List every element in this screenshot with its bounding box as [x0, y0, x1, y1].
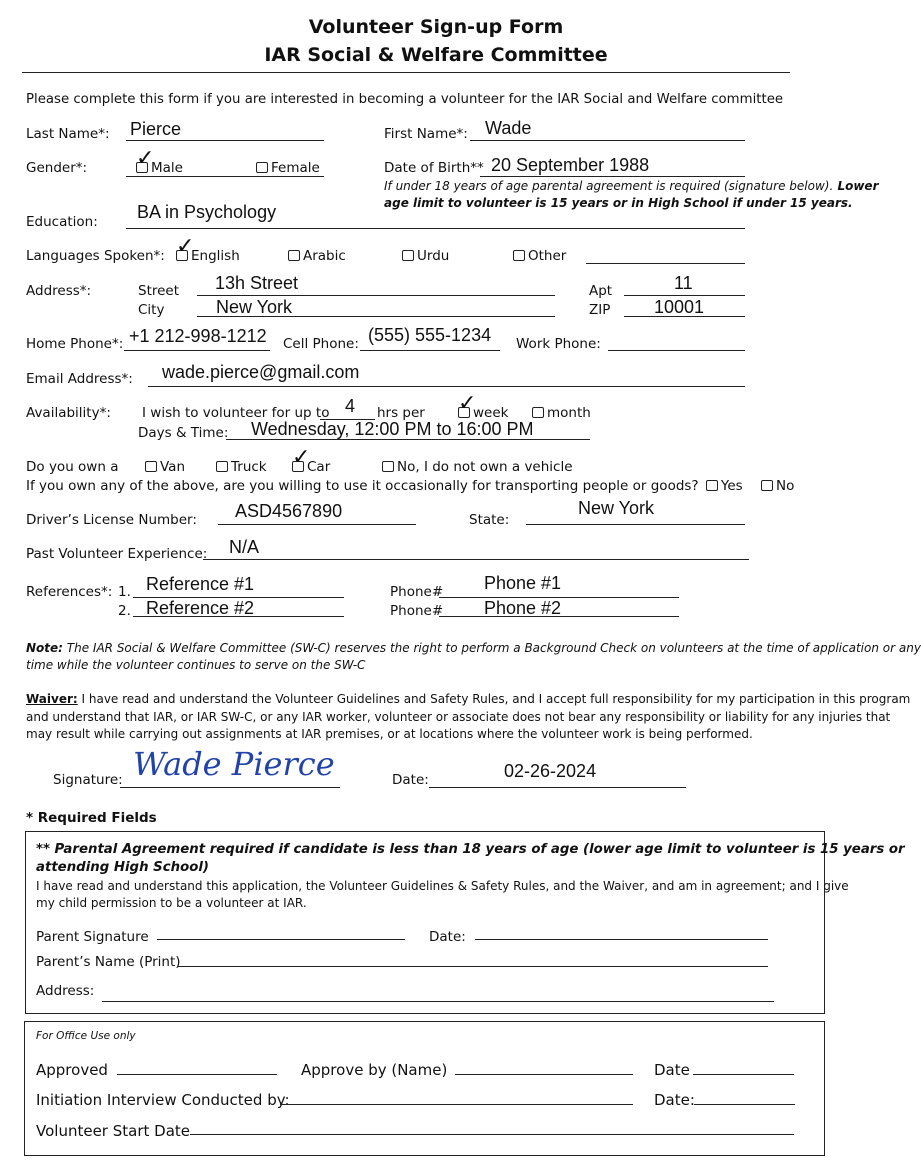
week-label: week: [473, 405, 509, 421]
gender-female-option[interactable]: [256, 160, 320, 176]
street-field[interactable]: 13h Street: [215, 273, 299, 293]
month-checkbox[interactable]: [532, 407, 544, 418]
ref2-field[interactable]: Reference #2: [146, 598, 255, 618]
signature-line: [120, 787, 340, 788]
transport-no-checkbox[interactable]: [761, 480, 773, 491]
hrs-per-text: hrs per: [377, 405, 425, 421]
home-phone-line: [124, 350, 270, 351]
past-experience-line: [203, 559, 749, 560]
hours-field[interactable]: 4: [345, 396, 356, 416]
male-checkbox[interactable]: [136, 146, 155, 173]
sign-date-field[interactable]: 02-26-2024: [504, 761, 597, 781]
start-date-label: Volunteer Start Date: [36, 1122, 190, 1140]
signature-label: Signature:: [53, 772, 123, 788]
parent-address-line[interactable]: [102, 1001, 774, 1002]
days-time-field[interactable]: Wednesday, 12:00 PM to 16:00 PM: [251, 419, 534, 439]
no-vehicle-option[interactable]: [382, 459, 573, 475]
parent-signature-label: Parent Signature: [36, 929, 149, 945]
cell-phone-field[interactable]: (555) 555-1234: [368, 325, 492, 345]
work-phone-line: [608, 350, 745, 351]
references-label: References*:: [26, 584, 113, 600]
note-text-a: The IAR Social & Welfare Committee (SW-C) reserves the right to perform a Background Check on volunteers at the time of application or any: [62, 641, 921, 655]
first-name-field[interactable]: Wade: [485, 118, 532, 138]
interview-date-label: Date:: [654, 1091, 695, 1109]
address-label: Address*:: [26, 283, 92, 299]
ref2-number: 2.: [118, 603, 131, 619]
last-name-field[interactable]: Pierce: [130, 119, 182, 139]
past-experience-field[interactable]: N/A: [229, 537, 260, 557]
waiver-line3: may result while carrying out assignments at IAR premises, or at locations where the volunteer work is being performed.: [26, 727, 753, 741]
education-label: Education:: [26, 214, 98, 230]
car-label: Car: [307, 459, 331, 475]
lang-english-option[interactable]: [176, 234, 240, 264]
parental-heading-2: attending High School): [36, 860, 209, 875]
ref1-number: 1.: [118, 584, 131, 600]
approved-line[interactable]: [117, 1074, 277, 1075]
lang-arabic-option[interactable]: [288, 248, 346, 264]
approve-by-label: Approve by (Name): [301, 1061, 448, 1079]
ref1-phone-label: Phone#: [390, 584, 444, 600]
dob-line: [480, 176, 745, 177]
form-subtitle: IAR Social & Welfare Committee: [264, 44, 608, 66]
dob-note-line2: age limit to volunteer is 15 years or in High School if under 15 years.: [384, 196, 853, 210]
arabic-checkbox[interactable]: [288, 250, 300, 261]
dob-note-line1: [384, 179, 879, 193]
intro-text: Please complete this form if you are interested in becoming a volunteer for the IAR Social and Welfare committee: [26, 92, 784, 107]
email-label: Email Address*:: [26, 371, 133, 387]
ref1-phone-field[interactable]: Phone #1: [484, 573, 562, 593]
license-field[interactable]: ASD4567890: [235, 501, 343, 521]
female-checkbox[interactable]: [256, 162, 268, 173]
parental-heading-1: ** Parental Agreement required if candidate is less than 18 years of age (lower age limit to volunteer is 15 years or: [36, 842, 905, 857]
transport-question: [26, 478, 794, 494]
apt-field[interactable]: 11: [674, 273, 693, 293]
note-line1: [26, 641, 921, 655]
work-phone-label: Work Phone:: [516, 336, 601, 352]
last-name-line: [126, 140, 324, 141]
days-time-label: Days & Time:: [138, 425, 229, 441]
parent-name-label: Parent’s Name (Print): [36, 954, 181, 970]
lang-other-option[interactable]: [513, 248, 566, 264]
license-line: [218, 524, 416, 525]
cell-phone-label: Cell Phone:: [283, 336, 359, 352]
state-field[interactable]: New York: [578, 498, 655, 518]
note-line2: time while the volunteer continues to serve on the SW-C: [26, 658, 366, 672]
truck-checkbox[interactable]: [216, 461, 228, 472]
ref1-field[interactable]: Reference #1: [146, 574, 255, 594]
cell-phone-line: [360, 350, 500, 351]
other-label: Other: [528, 248, 567, 264]
no-vehicle-label: No, I do not own a vehicle: [397, 459, 573, 475]
dob-note-a: If under 18 years of age parental agreement is required (signature below).: [384, 179, 834, 193]
van-checkbox[interactable]: [145, 461, 157, 472]
interview-date-line[interactable]: [694, 1104, 795, 1105]
ref2-phone-field[interactable]: Phone #2: [484, 598, 562, 618]
arabic-label: Arabic: [303, 248, 346, 264]
check-mark-icon: ✓: [292, 445, 311, 470]
car-option[interactable]: [292, 445, 331, 475]
english-checkbox[interactable]: [176, 234, 195, 261]
signature-field[interactable]: Wade Pierce: [133, 745, 335, 783]
male-label: Male: [151, 160, 183, 176]
lang-urdu-option[interactable]: [402, 248, 449, 264]
no-label: No: [776, 478, 795, 494]
car-checkbox[interactable]: [292, 445, 311, 472]
note-label: Note:: [26, 641, 63, 655]
office-date-line[interactable]: [693, 1074, 794, 1075]
parent-address-label: Address:: [36, 983, 95, 999]
waiver-line2: and understand that IAR, or IAR SW-C, or any IAR worker, volunteer or associate does not bear any responsibility or liability for any injuries that: [26, 710, 891, 724]
waiver-label: Waiver:: [26, 692, 78, 706]
month-label: month: [547, 405, 591, 421]
wish-text: I wish to volunteer for up to: [142, 405, 330, 421]
parent-date-label: Date:: [429, 929, 466, 945]
interview-label: Initiation Interview Conducted by:: [36, 1091, 290, 1109]
ref2-phone-label: Phone#: [390, 603, 444, 619]
other-language-line: [586, 263, 745, 264]
zip-label: ZIP: [589, 302, 611, 318]
city-label: City: [138, 302, 165, 318]
yes-label: Yes: [720, 478, 743, 494]
truck-label: Truck: [231, 459, 267, 475]
no-vehicle-checkbox[interactable]: [382, 461, 394, 472]
urdu-checkbox[interactable]: [402, 250, 414, 261]
zip-field[interactable]: 10001: [654, 297, 705, 317]
education-line: [126, 228, 745, 229]
availability-label: Availability*:: [26, 405, 111, 421]
transport-question-text: If you own any of the above, are you willing to use it occasionally for transporting people or goods?: [26, 478, 699, 494]
street-line: [197, 295, 555, 296]
transport-yes-checkbox[interactable]: [706, 480, 718, 491]
dob-field[interactable]: 20 September 1988: [491, 155, 650, 175]
gender-line: [126, 176, 324, 177]
last-name-label: Last Name*:: [26, 126, 110, 142]
check-mark-icon: ✓: [136, 146, 155, 171]
state-line: [526, 524, 745, 525]
home-phone-label: Home Phone*:: [26, 336, 124, 352]
parent-date-line[interactable]: [475, 939, 768, 940]
interview-line[interactable]: [280, 1104, 633, 1105]
header-divider: [22, 72, 790, 73]
approve-by-line[interactable]: [455, 1074, 633, 1075]
waiver-text-1: I have read and understand the Volunteer Guidelines and Safety Rules, and I accept full responsibility for my participation in this program: [77, 692, 911, 706]
first-name-label: First Name*:: [384, 126, 468, 142]
other-checkbox[interactable]: [513, 250, 525, 261]
truck-option[interactable]: [216, 459, 267, 475]
urdu-label: Urdu: [417, 248, 450, 264]
state-label: State:: [469, 512, 510, 528]
check-mark-icon: ✓: [458, 391, 477, 416]
dob-note-b: Lower: [833, 179, 879, 193]
female-label: Female: [271, 160, 320, 176]
city-field[interactable]: New York: [216, 297, 293, 317]
home-phone-field[interactable]: +1 212-998-1212: [129, 326, 267, 346]
parent-name-line[interactable]: [177, 966, 768, 967]
check-mark-icon: ✓: [176, 234, 195, 259]
required-fields-note: * Required Fields: [26, 810, 157, 826]
parental-agreement-box: [25, 831, 825, 1014]
parental-text-2: my child permission to be a volunteer at IAR.: [36, 896, 307, 910]
sign-date-line: [429, 787, 686, 788]
own-vehicle-label: Do you own a: [26, 459, 119, 475]
languages-label: Languages Spoken*:: [26, 248, 165, 264]
office-use-heading: For Office Use only: [36, 1030, 136, 1042]
gender-label: Gender*:: [26, 160, 88, 176]
street-label: Street: [138, 283, 180, 299]
van-option[interactable]: [145, 459, 185, 475]
first-name-line: [470, 140, 745, 141]
past-experience-label: Past Volunteer Experience:: [26, 546, 208, 562]
education-field[interactable]: BA in Psychology: [137, 202, 277, 222]
gender-male-option[interactable]: [136, 146, 183, 176]
month-option[interactable]: [532, 405, 591, 421]
waiver-line1: [26, 692, 910, 706]
license-label: Driver’s License Number:: [26, 512, 197, 528]
parent-signature-line[interactable]: [157, 939, 405, 940]
apt-line: [624, 295, 745, 296]
parental-text-1: I have read and understand this application, the Volunteer Guidelines & Safety Rules, and the Waiver, and am in agreement; and I give: [36, 879, 849, 893]
approved-label: Approved: [36, 1061, 108, 1079]
van-label: Van: [160, 459, 186, 475]
week-checkbox[interactable]: [458, 391, 477, 418]
apt-label: Apt: [589, 283, 613, 299]
form-title: Volunteer Sign-up Form: [308, 16, 564, 38]
english-label: English: [191, 248, 240, 264]
email-field[interactable]: wade.pierce@gmail.com: [162, 362, 360, 382]
start-date-line[interactable]: [190, 1134, 794, 1135]
dob-label: Date of Birth**: [384, 160, 484, 176]
email-line: [148, 386, 745, 387]
office-date-label: Date: [654, 1061, 690, 1079]
sign-date-label: Date:: [392, 772, 429, 788]
